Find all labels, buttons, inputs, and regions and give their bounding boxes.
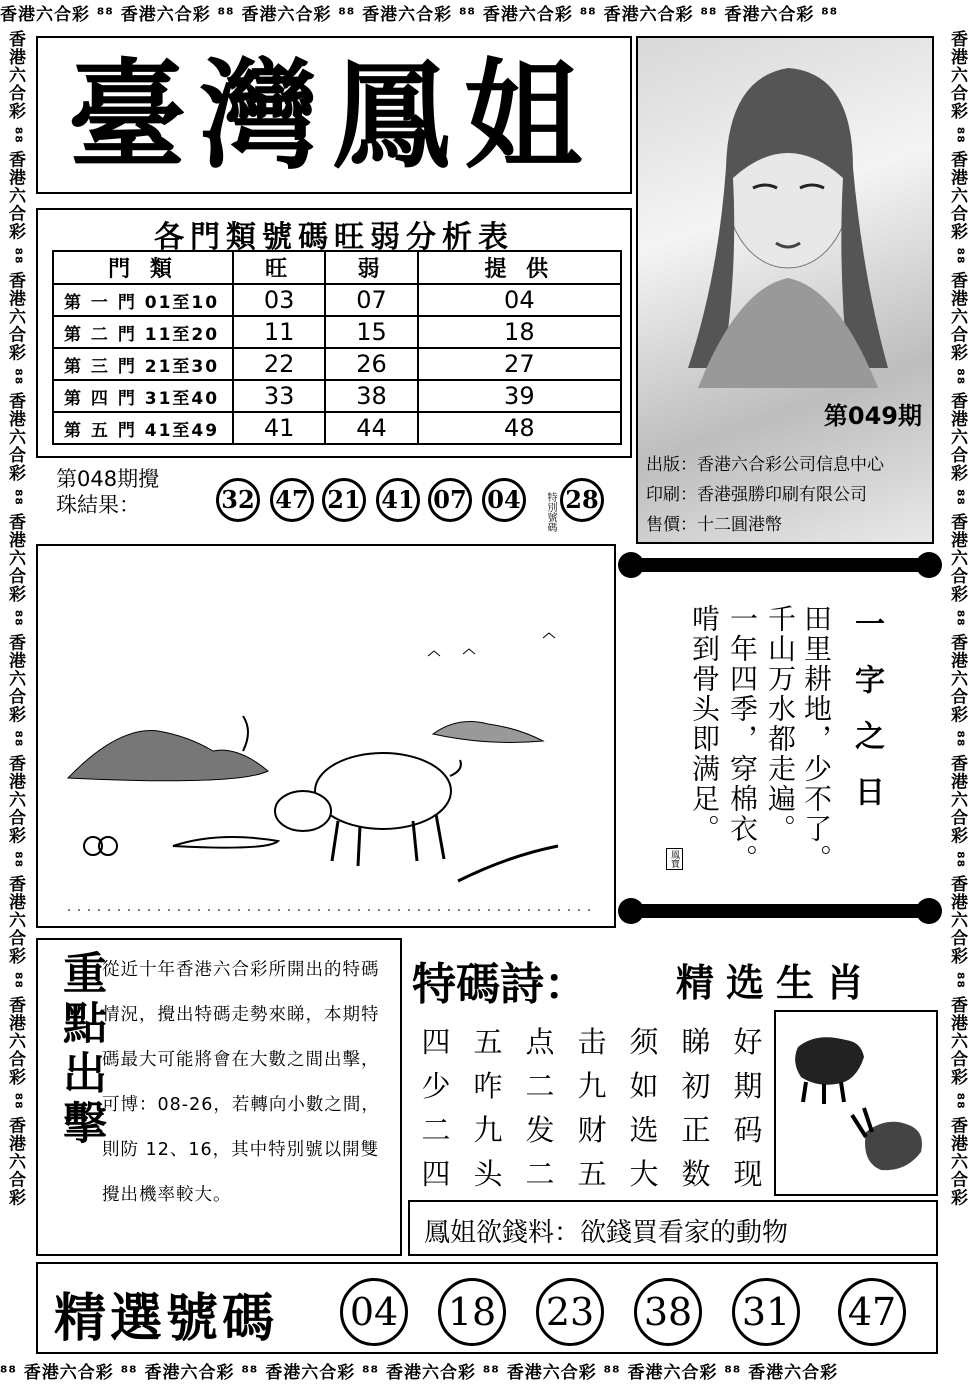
pick-ball: 04 bbox=[340, 1278, 408, 1346]
analysis-panel bbox=[36, 208, 632, 458]
draw-ball: 21 bbox=[322, 478, 366, 522]
right-border-banner: 香港六合彩 ⁸⁸ 香港六合彩 ⁸⁸ 香港六合彩 ⁸⁸ 香港六合彩 ⁸⁸ 香港六合彩 ⁸⁸ 香港六合彩 ⁸⁸ 香港六合彩 ⁸⁸ 香港六合彩 ⁸⁸ 香港六合彩 ⁸⁸ 香港六合彩 bbox=[947, 30, 967, 1207]
draw-ball: 04 bbox=[482, 478, 526, 522]
riddle-line: 一年四季，穿棉衣。 bbox=[726, 604, 759, 874]
publisher-text: 出版：香港六合彩公司信息中心 bbox=[646, 455, 884, 475]
left-border-banner: 香港六合彩 ⁸⁸ 香港六合彩 ⁸⁸ 香港六合彩 ⁸⁸ 香港六合彩 ⁸⁸ 香港六合彩 ⁸⁸ 香港六合彩 ⁸⁸ 香港六合彩 ⁸⁸ 香港六合彩 ⁸⁸ 香港六合彩 ⁸⁸ 香港六合彩 bbox=[5, 30, 25, 1207]
bottom-scroll-bar bbox=[622, 904, 938, 918]
offer-cell: 18 bbox=[418, 316, 621, 348]
special-ball: 28 bbox=[560, 478, 604, 522]
poem-char: 选 bbox=[629, 1112, 659, 1147]
poem-char: 四 bbox=[421, 1156, 451, 1191]
top-scroll-bar bbox=[622, 558, 938, 572]
portrait-illustration bbox=[638, 38, 932, 388]
header-strong: 旺 bbox=[233, 251, 325, 284]
strong-cell: 11 bbox=[233, 316, 325, 348]
weak-cell: 38 bbox=[325, 380, 417, 412]
poem-char: 大 bbox=[629, 1156, 659, 1191]
issue-number: 第049期 bbox=[823, 402, 922, 430]
poem-grid bbox=[410, 1018, 774, 1194]
selected-numbers-label: 精選號碼 bbox=[54, 1289, 279, 1349]
money-hint-text: 鳳姐欲錢料：欲錢買看家的動物 bbox=[424, 1218, 789, 1248]
poem-char: 五 bbox=[577, 1156, 607, 1191]
table-row bbox=[53, 348, 621, 380]
draw-ball: 32 bbox=[216, 478, 260, 522]
poem-char: 点 bbox=[525, 1024, 555, 1059]
draw-label-line2: 珠結果： bbox=[56, 493, 140, 517]
table-row bbox=[53, 284, 621, 316]
poem-char: 五 bbox=[473, 1024, 503, 1059]
riddle-panel bbox=[622, 548, 938, 928]
poem-char: 好 bbox=[733, 1024, 763, 1059]
offer-cell: 27 bbox=[418, 348, 621, 380]
strong-cell: 03 bbox=[233, 284, 325, 316]
poem-char: 击 bbox=[577, 1024, 607, 1059]
riddle-line: 田里耕地，少不了。 bbox=[800, 604, 833, 874]
table-header-row bbox=[53, 251, 621, 284]
poem-char: 睇 bbox=[681, 1024, 711, 1059]
poem-char: 数 bbox=[681, 1156, 711, 1191]
poem-row bbox=[410, 1106, 774, 1150]
header-category: 門 類 bbox=[53, 251, 233, 284]
strong-cell: 41 bbox=[233, 412, 325, 444]
focus-text: 從近十年香港六合彩所開出的特碼情況，攪出特碼走勢來睇，本期特碼最大可能將會在大數之間出擊，可博：08-26，若轉向小數之間，則防 12、16，其中特別號以開雙攪出機率較大。 bbox=[102, 960, 380, 1205]
poem-row bbox=[410, 1018, 774, 1062]
poem-char: 少 bbox=[421, 1068, 451, 1103]
poem-char: 咋 bbox=[473, 1068, 503, 1103]
focus-title: 重點出擊 bbox=[55, 950, 106, 1150]
draw-ball: 41 bbox=[376, 478, 420, 522]
cover-photo bbox=[636, 36, 934, 544]
pick-ball: 38 bbox=[634, 1278, 702, 1346]
draw-ball: 47 bbox=[270, 478, 314, 522]
pick-ball: 31 bbox=[732, 1278, 800, 1346]
special-number-tag: 特別號碼 bbox=[545, 492, 556, 532]
poem-char: 二 bbox=[525, 1156, 555, 1191]
selected-numbers-panel bbox=[36, 1262, 938, 1354]
money-hint-panel bbox=[408, 1200, 938, 1256]
poem-char: 期 bbox=[733, 1068, 763, 1103]
row-label: 第 一 門 01至10 bbox=[53, 284, 233, 316]
weak-cell: 07 bbox=[325, 284, 417, 316]
poem-char: 正 bbox=[681, 1112, 711, 1147]
table-row bbox=[53, 316, 621, 348]
riddle-line: 啃到骨头即满足。 bbox=[688, 604, 721, 844]
poem-char: 须 bbox=[629, 1024, 659, 1059]
row-label: 第 三 門 21至30 bbox=[53, 348, 233, 380]
focus-panel bbox=[36, 938, 402, 1256]
pig-illustration-panel bbox=[36, 544, 616, 928]
masthead-title: 臺灣鳳姐 bbox=[68, 46, 597, 185]
riddle-stamp: 鳳寶 bbox=[666, 848, 683, 870]
ox-rabbit-illustration bbox=[776, 1012, 936, 1194]
poem-char: 四 bbox=[421, 1024, 451, 1059]
pick-ball: 18 bbox=[438, 1278, 506, 1346]
poem-char: 头 bbox=[473, 1156, 503, 1191]
poem-char: 如 bbox=[629, 1068, 659, 1103]
poem-char: 现 bbox=[733, 1156, 763, 1191]
poem-char: 二 bbox=[525, 1068, 555, 1103]
poem-char: 二 bbox=[421, 1112, 451, 1147]
row-label: 第 二 門 11至20 bbox=[53, 316, 233, 348]
table-row bbox=[53, 412, 621, 444]
header-weak: 弱 bbox=[325, 251, 417, 284]
zodiac-title: 精选生肖 bbox=[676, 960, 877, 1005]
draw-result-label bbox=[56, 466, 159, 518]
riddle-heading: 一字之日 bbox=[849, 608, 884, 832]
poem-row bbox=[410, 1062, 774, 1106]
poem-char: 九 bbox=[473, 1112, 503, 1147]
weak-cell: 26 bbox=[325, 348, 417, 380]
offer-cell: 39 bbox=[418, 380, 621, 412]
analysis-table bbox=[52, 250, 622, 445]
row-label: 第 四 門 31至40 bbox=[53, 380, 233, 412]
table-row bbox=[53, 380, 621, 412]
bottom-border-banner: ⁸⁸ 香港六合彩 ⁸⁸ 香港六合彩 ⁸⁸ 香港六合彩 ⁸⁸ 香港六合彩 ⁸⁸ 香港六合彩 ⁸⁸ 香港六合彩 ⁸⁸ 香港六合彩 bbox=[0, 1363, 839, 1383]
top-border-banner: 香港六合彩 ⁸⁸ 香港六合彩 ⁸⁸ 香港六合彩 ⁸⁸ 香港六合彩 ⁸⁸ 香港六合彩 ⁸⁸ 香港六合彩 ⁸⁸ 香港六合彩 ⁸⁸ bbox=[0, 5, 839, 25]
draw-label-line1: 第048期攪 bbox=[56, 467, 160, 491]
poem-char: 码 bbox=[733, 1112, 763, 1147]
poem-char: 初 bbox=[681, 1068, 711, 1103]
riddle-line: 千山万水都走遍。 bbox=[764, 604, 797, 844]
analysis-title: 各門類號碼旺弱分析表 bbox=[154, 220, 514, 255]
pick-ball: 23 bbox=[536, 1278, 604, 1346]
strong-cell: 22 bbox=[233, 348, 325, 380]
masthead bbox=[36, 36, 632, 194]
printer-text: 印刷：香港强勝印刷有限公司 bbox=[646, 485, 867, 505]
weak-cell: 15 bbox=[325, 316, 417, 348]
strong-cell: 33 bbox=[233, 380, 325, 412]
row-label: 第 五 門 41至49 bbox=[53, 412, 233, 444]
poem-char: 发 bbox=[525, 1112, 555, 1147]
poem-title: 特碼詩： bbox=[412, 959, 588, 1010]
draw-ball: 07 bbox=[428, 478, 472, 522]
pig-landscape-illustration bbox=[38, 546, 614, 926]
poem-char: 九 bbox=[577, 1068, 607, 1103]
pick-ball: 47 bbox=[838, 1278, 906, 1346]
header-offer: 提 供 bbox=[418, 251, 621, 284]
price-text: 售價：十二圓港幣 bbox=[646, 515, 782, 535]
zodiac-animals-box bbox=[774, 1010, 938, 1196]
offer-cell: 04 bbox=[418, 284, 621, 316]
offer-cell: 48 bbox=[418, 412, 621, 444]
poem-row bbox=[410, 1150, 774, 1194]
weak-cell: 44 bbox=[325, 412, 417, 444]
poem-char: 财 bbox=[577, 1112, 607, 1147]
